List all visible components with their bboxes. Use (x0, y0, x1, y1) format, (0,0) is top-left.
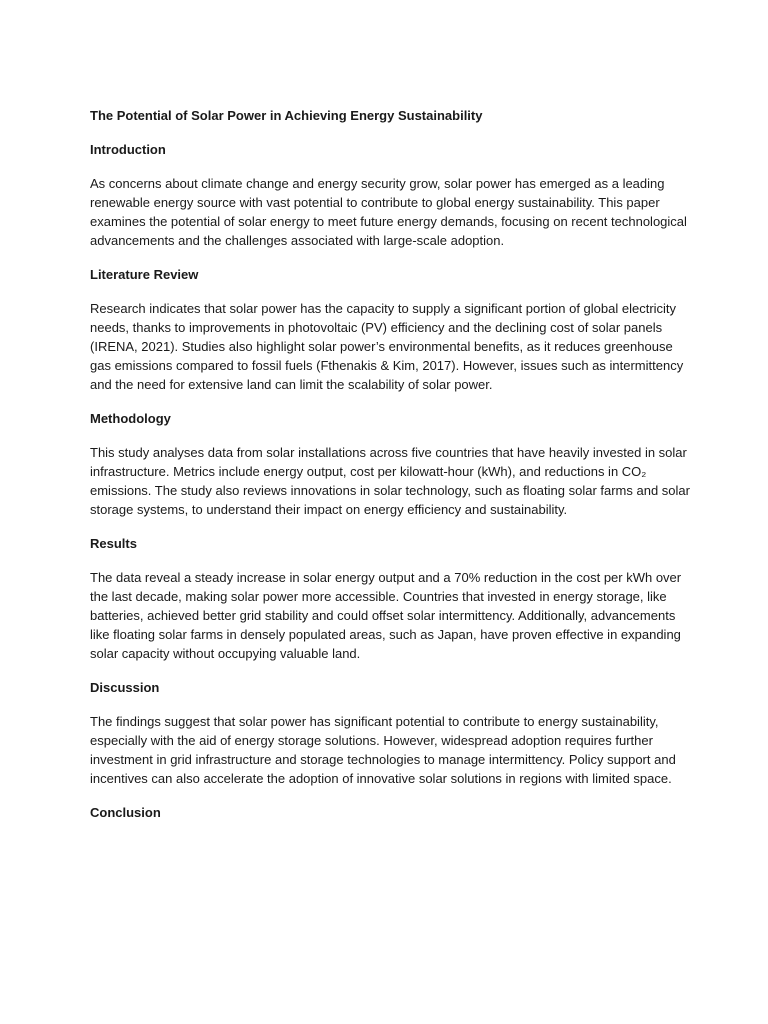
section-heading: Conclusion (90, 805, 161, 820)
section-heading: Discussion (90, 680, 160, 695)
section-heading: Introduction (90, 142, 166, 157)
section-literature-review (90, 265, 690, 394)
section-conclusion (90, 803, 690, 822)
section-body: The findings suggest that solar power has significant potential to contribute to energy sustainability, especially with the aid of energy storage solutions. However, widespread adoption requires further investment in grid infrastructure and storage technologies to manage intermittency. Policy support and incentives can also accelerate the adoption of innovative solar solutions in regions with limited space. (90, 714, 676, 786)
section-introduction (90, 140, 690, 250)
section-body: As concerns about climate change and energy security grow, solar power has emerged as a leading renewable energy source with vast potential to contribute to global energy sustainability. This paper examines the potential of solar energy to meet future energy demands, focusing on recent technological advancements and the challenges associated with large-scale adoption. (90, 176, 687, 248)
section-heading: Methodology (90, 411, 171, 426)
section-discussion (90, 678, 690, 788)
section-body: This study analyses data from solar installations across five countries that have heavily invested in solar infrastructure. Metrics include energy output, cost per kilowatt-hour (kWh), and reductions in CO₂ emissions. The study also reviews innovations in solar technology, such as floating solar farms and solar storage systems, to understand their impact on energy efficiency and sustainability. (90, 445, 690, 517)
section-results (90, 534, 690, 663)
section-heading: Literature Review (90, 267, 199, 282)
section-heading: Results (90, 536, 137, 551)
document-page (90, 106, 690, 837)
section-methodology (90, 409, 690, 519)
section-body: The data reveal a steady increase in solar energy output and a 70% reduction in the cost per kWh over the last decade, making solar power more accessible. Countries that invested in energy storage, like batteries, achieved better grid stability and could offset solar intermittency. Additionally, advancements like floating solar farms in densely populated areas, such as Japan, have proven effective in expanding solar capacity without occupying valuable land. (90, 570, 682, 661)
document-title: The Potential of Solar Power in Achieving Energy Sustainability (90, 108, 483, 123)
section-body: Research indicates that solar power has the capacity to supply a significant portion of global electricity needs, thanks to improvements in photovoltaic (PV) efficiency and the declining cost of solar panels (IRENA, 2021). Studies also highlight solar power’s environmental benefits, as it reduces greenhouse gas emissions compared to fossil fuels (Fthenakis & Kim, 2017). However, issues such as intermittency and the need for extensive land can limit the scalability of solar power. (90, 301, 684, 392)
